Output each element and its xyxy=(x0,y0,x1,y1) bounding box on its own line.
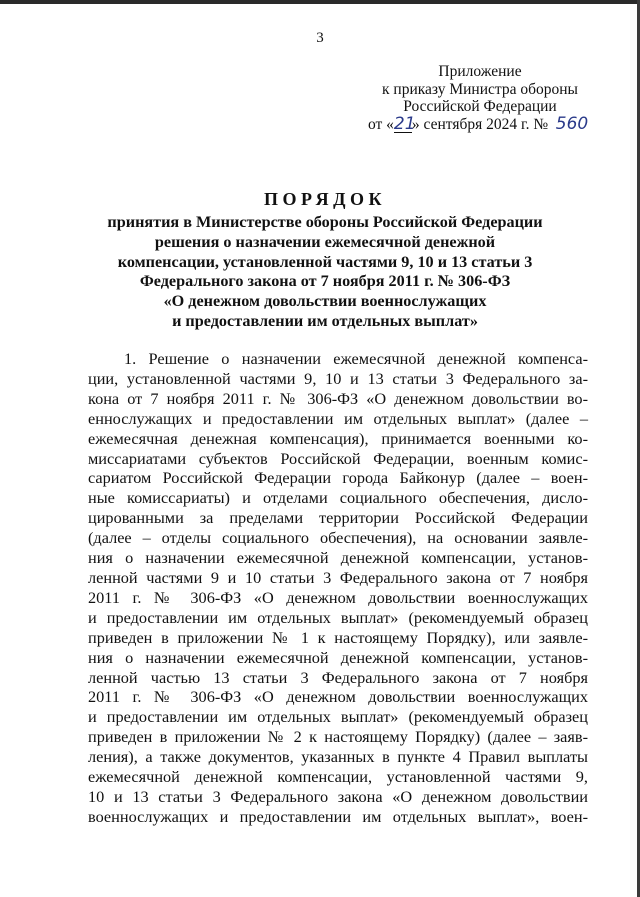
appendix-country: Российской Федерации xyxy=(403,98,557,115)
body-line: ции, установленной частями 9, 10 и 13 статьи 3 Федерального за- xyxy=(88,368,588,388)
date-suffix: » сентября 2024 г. № xyxy=(411,115,549,133)
document-title: ПОРЯДОК xyxy=(263,189,387,209)
subtitle-line: принятия в Министерстве обороны Российской Федерации xyxy=(107,213,543,231)
body-line: (далее – отделы социального обеспечения), на основании заявле- xyxy=(88,528,588,548)
body-line: ния о назначении ежемесячной денежной компенсации, установ- xyxy=(88,647,588,667)
subtitle-line: и предоставлении им отдельных выплат» xyxy=(172,311,478,330)
body-line: приведен в приложении № 1 к настоящему Порядку), или заявле- xyxy=(88,627,588,647)
body-line: ленной частями 9 и 10 статьи 3 Федерального закона от 7 ноября xyxy=(88,567,588,587)
body-line: 2011 г. № 306-ФЗ «О денежном довольствии военнослужащих xyxy=(88,687,588,707)
appendix-date-line xyxy=(360,113,600,134)
body-line: и предоставлении им отдельных выплат» (рекомендуемый образец xyxy=(88,707,588,727)
title-block xyxy=(80,190,570,332)
appendix-order-ref: к приказу Министра обороны xyxy=(382,80,578,98)
scan-edge-top xyxy=(0,0,640,4)
body-line: ния о назначении ежемесячной денежной компенсации, установ- xyxy=(88,548,588,568)
body-line: ежемесячной денежной компенсации, установленной частями 9, xyxy=(88,767,588,787)
date-prefix: от « xyxy=(367,115,394,133)
body-line: приведен в приложении № 2 к настоящему Порядку) (далее – заяв- xyxy=(88,727,588,747)
body-line: ные комиссариаты) и отделами социального обеспечения, дисло- xyxy=(88,488,588,508)
body-line: 1. Решение о назначении ежемесячной денежной компенса- xyxy=(124,349,588,368)
subtitle-line: компенсации, установленной частями 9, 10 и 13 статьи 3 xyxy=(117,252,533,271)
page-number: 3 xyxy=(316,30,324,46)
paragraph-1 xyxy=(88,349,588,827)
body-line: миссариатами субъектов Российской Федерации, военным комис- xyxy=(88,448,588,468)
body-line: ежемесячная денежная компенсация), принимается военными ко- xyxy=(88,428,588,448)
body-line: и предоставлении им отдельных выплат» (рекомендуемый образец xyxy=(88,607,588,627)
body-line: кона от 7 ноября 2011 г. № 306-ФЗ «О денежном довольствии во- xyxy=(88,388,588,408)
subtitle-line: «О денежном довольствии военнослужащих xyxy=(163,292,487,311)
subtitle-line: Федерального закона от 7 ноября 2011 г. № 306-ФЗ xyxy=(139,272,511,291)
body-line: ления), а также документов, указанных в пункте 4 Правил выплаты xyxy=(88,747,588,767)
body-line: еннослужащих и предоставлении им отдельных выплат» (далее – xyxy=(88,408,588,428)
appendix-block xyxy=(360,63,600,133)
body-line: 10 и 13 статьи 3 Федерального закона «О денежном довольствии xyxy=(88,786,588,806)
body-line: цированными за пределами территории Российской Федерации xyxy=(88,508,588,528)
subtitle-line: решения о назначении ежемесячной денежной xyxy=(154,232,496,251)
body-line: 2011 г. № 306-ФЗ «О денежном довольствии военнослужащих xyxy=(88,587,588,607)
body-line: военнослужащих и предоставлении им отдельных выплат», воен- xyxy=(88,806,588,826)
appendix-label: Приложение xyxy=(438,63,522,80)
order-day-handwritten: 21 xyxy=(393,113,416,134)
body-line: сариатом Российской Федерации города Байконур (далее – воен- xyxy=(88,468,588,488)
order-number-handwritten: 560 xyxy=(555,113,589,134)
body-line: ленной частью 13 статьи 3 Федерального закона от 7 ноября xyxy=(88,667,588,687)
